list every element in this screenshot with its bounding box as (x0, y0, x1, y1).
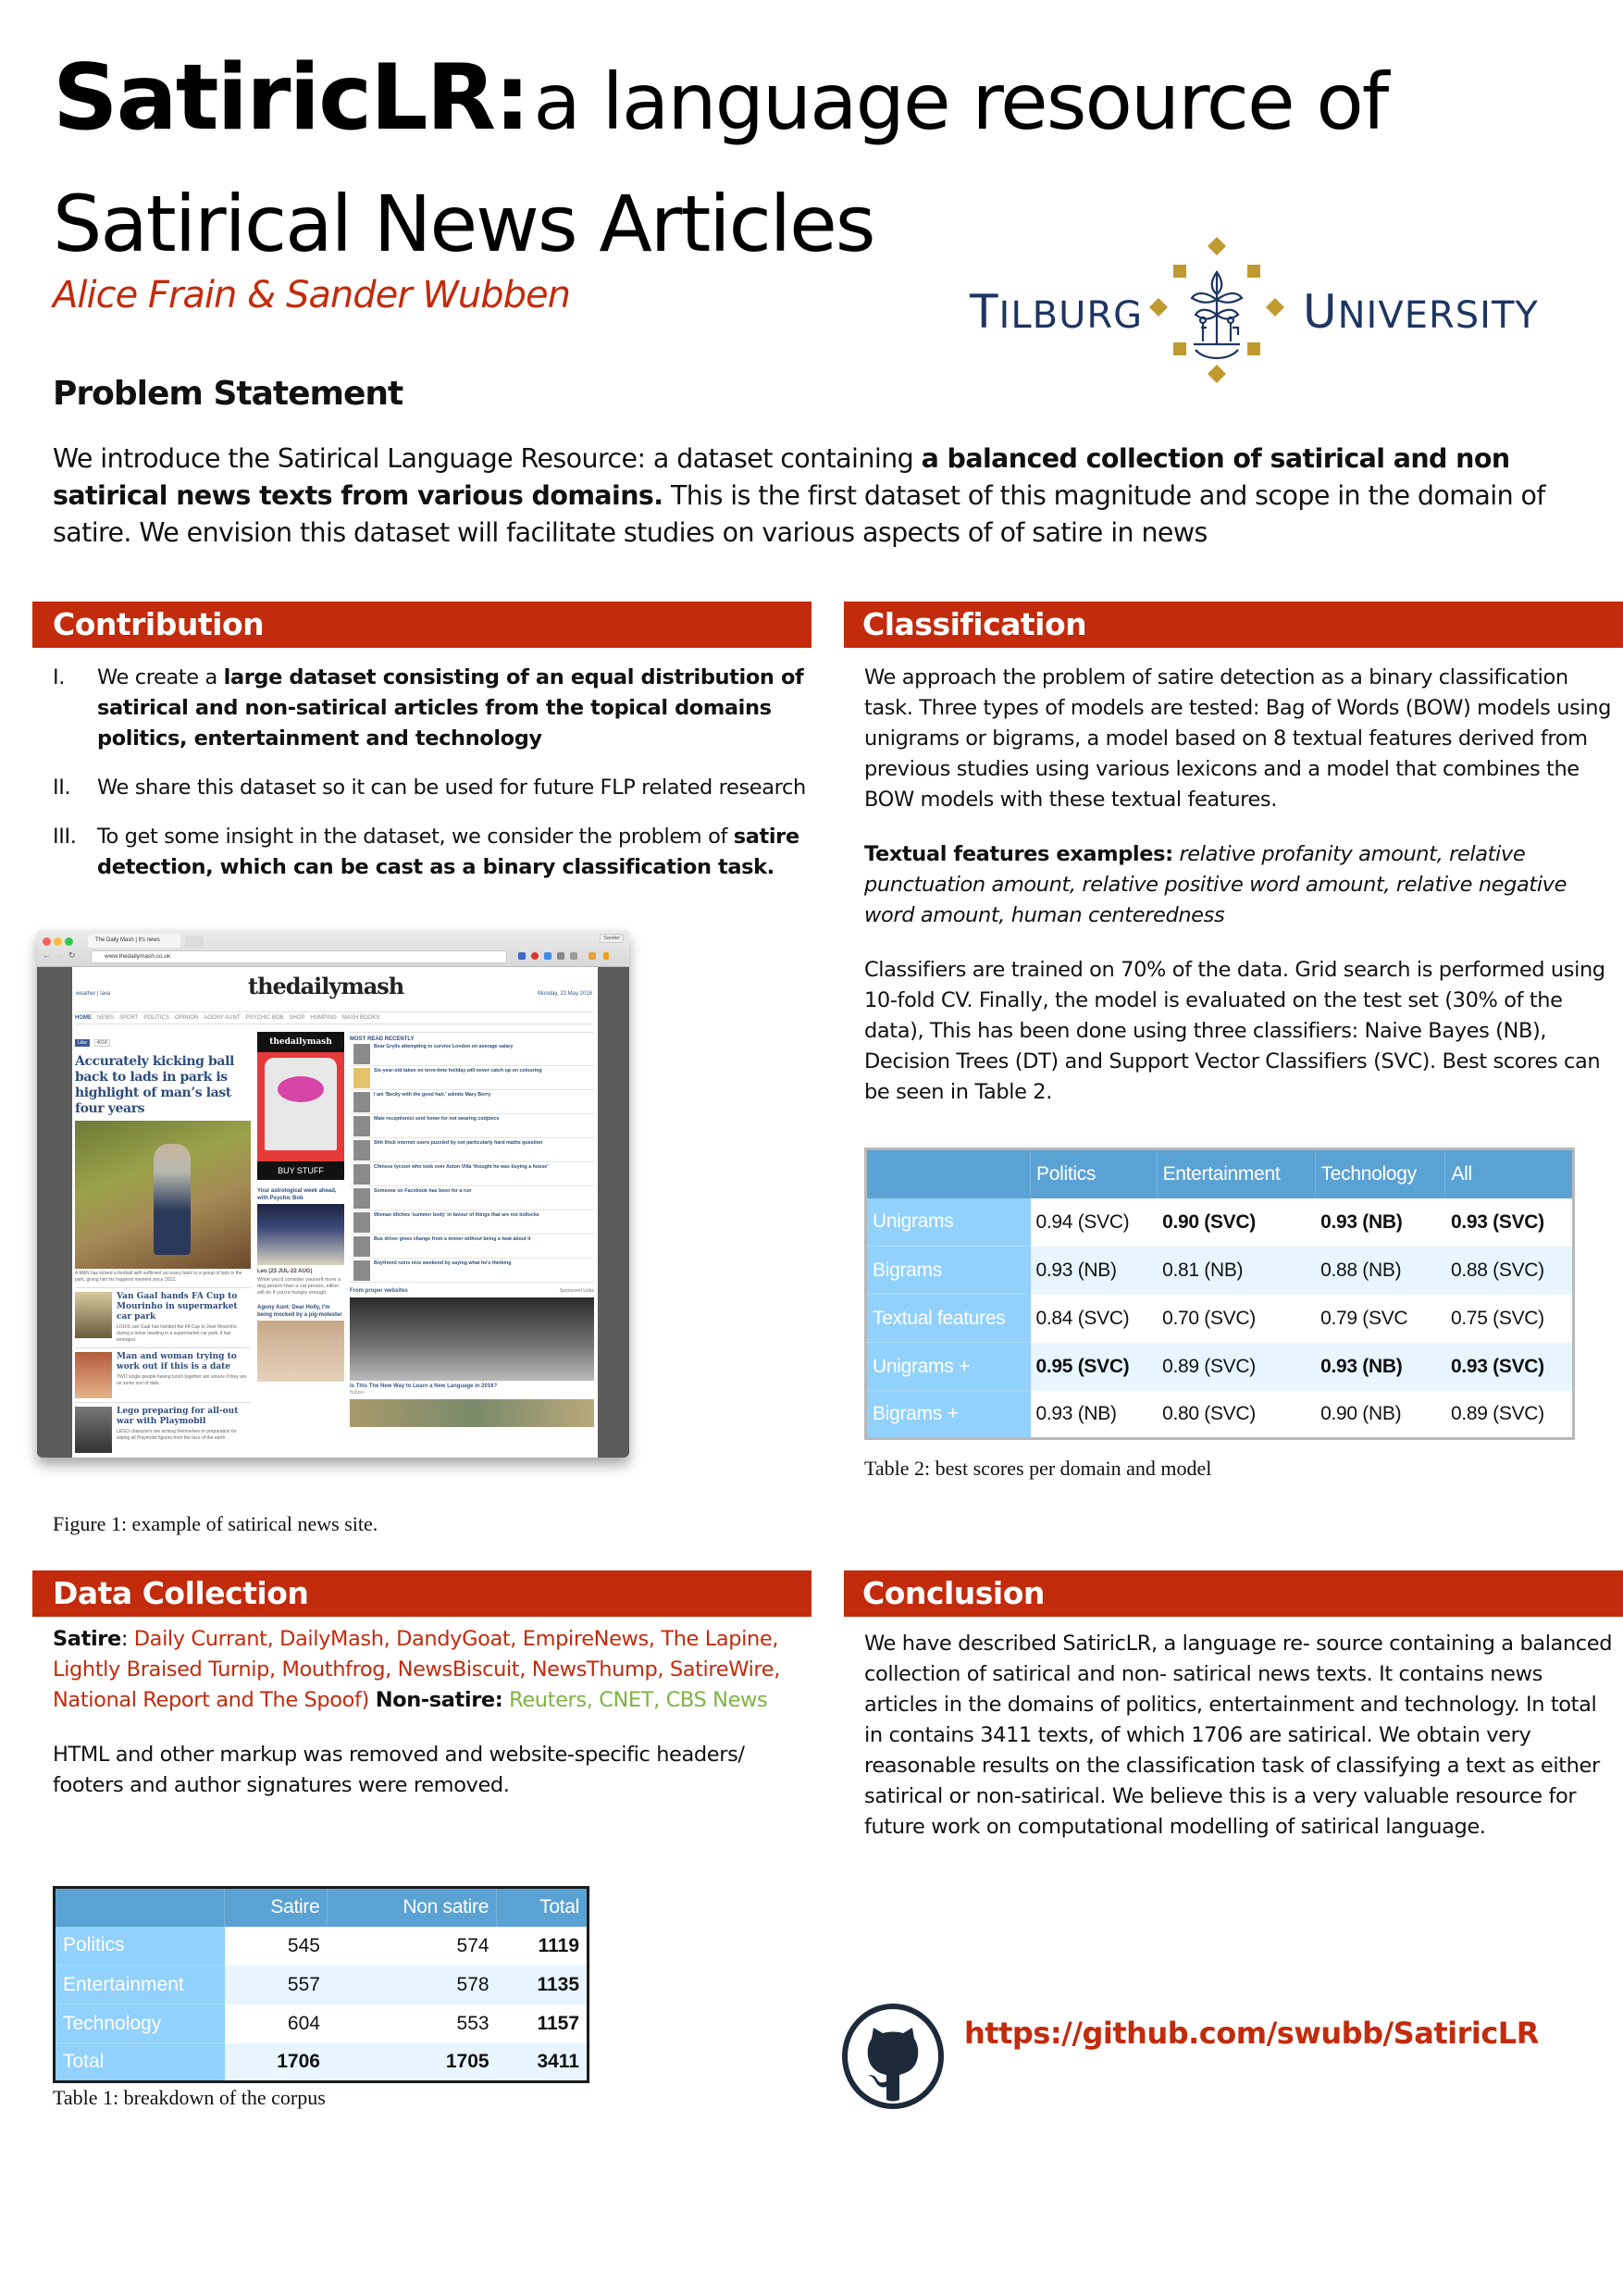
story-item: Van Gaal hands FA Cup to Mourinho in supermarket car park LOUIS van Gaal has handed the FA Cup to Jose Mourinho during a tense meeting in a supermarket car park, it has emerged. (75, 1287, 251, 1344)
sponsored-map-image (350, 1399, 594, 1427)
logo-word-university: UNIVERSITY (1303, 285, 1539, 339)
agony-aunt-link: Agony Aunt: Dear Holly, I'm being mocked by a pig-molester (257, 1305, 342, 1318)
table-row: Unigrams + 0.95 (SVC) 0.89 (SVC) 0.93 (NB) 0.93 (SVC) (866, 1343, 1574, 1391)
satire-sources: Daily Currant, DailyMash, DandyGoat, EmpireNews, The Lapine, Lightly Braised Turnip, Mouthfrog, NewsBiscuit, NewsThump, SatireWire, National Report and The Spoof) (53, 1627, 780, 1712)
table-row: Technology 604 553 1157 (55, 2004, 588, 2043)
agony-photo (257, 1321, 344, 1382)
figure-1-caption: Figure 1: example of satirical news site. (53, 1512, 378, 1535)
authors: Alice Frain & Sander Wubben (53, 274, 571, 316)
extension-icon (544, 952, 551, 960)
most-read-heading: MOST READ RECENTLY (350, 1032, 594, 1042)
story-item: Lego preparing for all-out war with Playmobil LEGO characters are arming themselves in preparation for wiping all Playmobil figures from the face of the earth. (75, 1402, 251, 1453)
table-2-caption: Table 2: best scores per domain and model (864, 1457, 1212, 1480)
forward-arrow-icon: → (56, 950, 64, 960)
table-row: Total 1706 1705 3411 (55, 2043, 588, 2082)
title-name: SatiricLR: (53, 45, 529, 151)
extension-icon (518, 952, 526, 960)
most-read-item: Chinese tycoon who took over Aston Villa 'thought he was buying a house' (350, 1162, 594, 1186)
table-1-caption: Table 1: breakdown of the corpus (53, 2086, 326, 2109)
back-arrow-icon: ← (43, 950, 51, 960)
new-tab (185, 936, 204, 947)
table-row: Bigrams + 0.93 (NB) 0.80 (SVC) 0.90 (NB) 0.89 (SVC) (866, 1391, 1574, 1439)
dailymash-page (72, 967, 598, 1458)
classification-heading: Classification (844, 602, 1623, 648)
maximize-dot-icon (65, 937, 73, 946)
browser-tab: The Daily Mash | It's news (88, 934, 180, 948)
extension-icon (557, 952, 564, 960)
minimize-dot-icon (54, 937, 62, 946)
github-link[interactable]: https://github.com/swubb/SatiricLR (964, 2016, 1539, 2051)
site-nav: HOME NEWS SPORT POLITICS OPINION AGONY AUNT PSYCHIC BOB SHOP HUMPING MASH BOOKS (75, 1011, 593, 1024)
most-read-item: Woman ditches 'summer body' in favour of things that are not bollocks (350, 1210, 594, 1235)
tilburg-tree-emblem-icon (1147, 235, 1286, 385)
github-octocat-icon (840, 2004, 946, 2109)
table-row: Bigrams 0.93 (NB) 0.81 (NB) 0.88 (NB) 0.88 (SVC) (866, 1247, 1574, 1295)
lead-photo (75, 1121, 251, 1269)
most-read-item: I am 'Becky with the good hair,' admits Mary Berry (350, 1090, 594, 1114)
most-read-item: Shit thick internet users puzzled by not particularly hard maths question (350, 1138, 594, 1162)
site-sidebar: MOST READ RECENTLY Bear Grylls attempting to survive London on average salary Six-year-old taken on term-time holiday will never catch up on colouring I am 'Becky with the good hair,' admits Mary Berry Male receptionist sent home for not wearing codpiece Shit thick internet users puzzled by not particularly hard maths question Chinese tycoon who took over Aston Villa 'thought he was buying a house' Someone on Facebook has been for a run Woman ditches 'summer body' in favour of things that are not bollocks Bus driver gives change from a tenner without being a twat about it Boyfriend ruins nice weekend by saying what he's thinking From proper websites Sponsored Links Is This The New Way to Learn a New Language in 2016? Babbel (350, 1032, 594, 1427)
most-read-item: Male receptionist sent home for not wearing codpiece (350, 1114, 594, 1138)
contribution-list (53, 663, 812, 901)
tshirt-ad: thedailymash BUY STUFF (257, 1032, 344, 1180)
menu-icon (603, 952, 609, 960)
site-main-column: Like 401K Accurately kicking ball back to lads in park is highlight of man’s last four years A MAN has kicked a football with sufficient accuracy back to a group of lads in the park, giving him his happiest moment since 2012. Van Gaal hands FA Cup to Mourinho in supermarket car park LOUIS van Gaal has handed the FA Cup to Jose Mourinho during a tense meeting in a supermarket car park, it has emerged. Man and woman trying to work out if this is a date TWO single people having lunch together are unsure if they are on some sort of date. Lego preparing for all-out war with Playmobil LEGO characters are arming themselves in preparation for wiping all Playmobil figures from the face of the earth. (75, 1032, 251, 1453)
title-subtitle: a language resource of (533, 56, 1388, 147)
story-item: Man and woman trying to work out if this is a date TWO single people having lunch together are unsure if they are on some sort of date. (75, 1347, 251, 1398)
sponsored-heading: From proper websites (350, 1288, 408, 1294)
extension-icon (531, 952, 539, 960)
site-date: Monday, 23 May 2016 (538, 991, 592, 997)
facebook-like: Like (75, 1039, 90, 1047)
table-row: Politics 545 574 1119 (55, 1927, 588, 1966)
table-row: Textual features 0.84 (SVC) 0.70 (SVC) 0.79 (SVC 0.75 (SVC) (866, 1295, 1574, 1343)
most-read-item: Six-year-old taken on term-time holiday will never catch up on colouring (350, 1066, 594, 1090)
classification-text: We approach the problem of satire detection as a binary classification task. Three types of models are tested: Bag of Words (BOW) models using unigrams or bigrams, a model based on 8 textual features derived from previous studies using various lexicons and a model that combines the BOW models with these textual features. Textual features examples: relative profanity amount, relative punctuation amount, relative positive word amount, relative negative word amount, human centeredness Classifiers are trained on 70% of the data. Grid search is performed using 10-fold CV. Finally, the model is evaluated on the test set (30% of the data), This has been done using three classifiers: Naive Bayes (NB), Decision Trees (DT) and Support Vector Classifiers (SVC). Best scores can be seen in Table 2. (864, 665, 1612, 1104)
site-middle-column: thedailymash BUY STUFF Your astrological week ahead, with Psychic Bob Leo (23 JUL-22 AUG) While you'd consider yourself more a dog person than a cat person, either will do if you're hungry enough. Agony Aunt: Dear Holly, I'm being mocked by a pig-molester (257, 1032, 344, 1382)
contribution-item: I. We create a large dataset consisting of an equal distribution of satirical and non-satirical articles from the topical domains politics, entertainment and technology (53, 665, 804, 751)
dailymash-logo: thedailymash (248, 973, 404, 999)
data-collection-text: Satire: Daily Currant, DailyMash, DandyGoat, EmpireNews, The Lapine, Lightly Braised Turnip, Mouthfrog, NewsBiscuit, NewsThump, SatireWire, National Report and The Spoof) Non-satire: Reuters, CNET, CBS News HTML and other markup was removed and website-specific headers/ footers and author signatures were removed. (53, 1627, 780, 1797)
conclusion-text: We have described SatiricLR, a language re- source containing a balanced collection of satirical and non- satirical news texts. It contains news articles in the domains of politics, entertainment and technology. In total in contains 3411 texts, of which 1706 are satirical. We obtain very reasonable results on the classification task of classifying a text as either satirical or non-satirical. We believe this is a very valuable resource for future work on computational modelling of satirical language. (864, 1632, 1613, 1839)
url-bar: www.thedailymash.co.uk (91, 950, 507, 963)
most-read-item: Bus driver gives change from a tenner without being a twat about it (350, 1235, 594, 1259)
weather-link: weather | lava (76, 991, 111, 997)
contribution-item: III. To get some insight in the dataset, we consider the problem of satire detection, which can be cast as a binary classification task. (53, 825, 799, 879)
non-satire-sources: Reuters, CNET, CBS News (509, 1688, 768, 1712)
sponsored-photo (350, 1297, 594, 1381)
table-row: Unigrams 0.94 (SVC) 0.90 (SVC) 0.93 (NB) 0.93 (SVC) (866, 1198, 1574, 1247)
dailymash-screenshot (37, 930, 629, 1458)
psychic-photo (257, 1204, 344, 1265)
problem-statement-text: We introduce the Satirical Language Resource: a dataset containing a balanced collection of satirical and non satirical news texts from various domains. This is the first dataset of this magnitude and scope in the domain of satire. We envision this dataset will facilitate studies on various aspects of of satire in news (53, 443, 1545, 548)
most-read-item: Boyfriend ruins nice weekend by saying what he's thinking (350, 1259, 594, 1283)
problem-statement-heading: Problem Statement (53, 375, 403, 413)
most-read-item: Bear Grylls attempting to survive London on average salary (350, 1042, 594, 1066)
contribution-heading: Contribution (32, 602, 812, 648)
reload-icon: ↻ (68, 950, 76, 960)
data-collection-heading: Data Collection (32, 1570, 812, 1617)
browser-chrome (37, 930, 629, 967)
title-line-2: Satirical News Articles (53, 179, 874, 269)
lead-headline: Accurately kicking ball back to lads in park is highlight of man’s last four years (75, 1054, 234, 1116)
extension-icon (570, 952, 577, 960)
logo-word-tilburg: TILBURG (970, 285, 1144, 339)
most-read-item: Someone on Facebook has been for a run (350, 1186, 594, 1210)
conclusion-heading: Conclusion (844, 1570, 1623, 1617)
corpus-table: Satire Non satire Total Politics 545 574 1119 Entertainment 557 578 1135 Technology 604 553 1157 Total 1706 1705 3411 (53, 1886, 589, 2083)
table-row: Entertainment 557 578 1135 (55, 1966, 588, 2004)
results-table: Politics Entertainment Technology All Unigrams 0.94 (SVC) 0.90 (SVC) 0.93 (NB) 0.93 (SVC) Bigrams 0.93 (NB) 0.81 (NB) 0.88 (NB) 0.88 (SVC) Textual features 0.84 (SVC) 0.70 (SVC) 0.79 (SVC 0.75 (SVC) Unigrams + 0.95 (SVC) 0.89 (SVC) 0.93 (NB) 0.93 (SVC) Bigrams + 0.93 (NB) 0.80 (SVC) 0.90 (NB) 0.89 (SVC) (864, 1148, 1575, 1440)
contribution-item: II. We share this dataset so it can be used for future FLP related research (53, 776, 806, 800)
close-dot-icon (43, 937, 51, 946)
browser-user: Sander (600, 934, 624, 943)
extension-icon (588, 952, 596, 960)
psychic-bob-link: Your astrological week ahead, with Psychic Bob (257, 1188, 337, 1201)
tilburg-university-logo (962, 231, 1555, 389)
